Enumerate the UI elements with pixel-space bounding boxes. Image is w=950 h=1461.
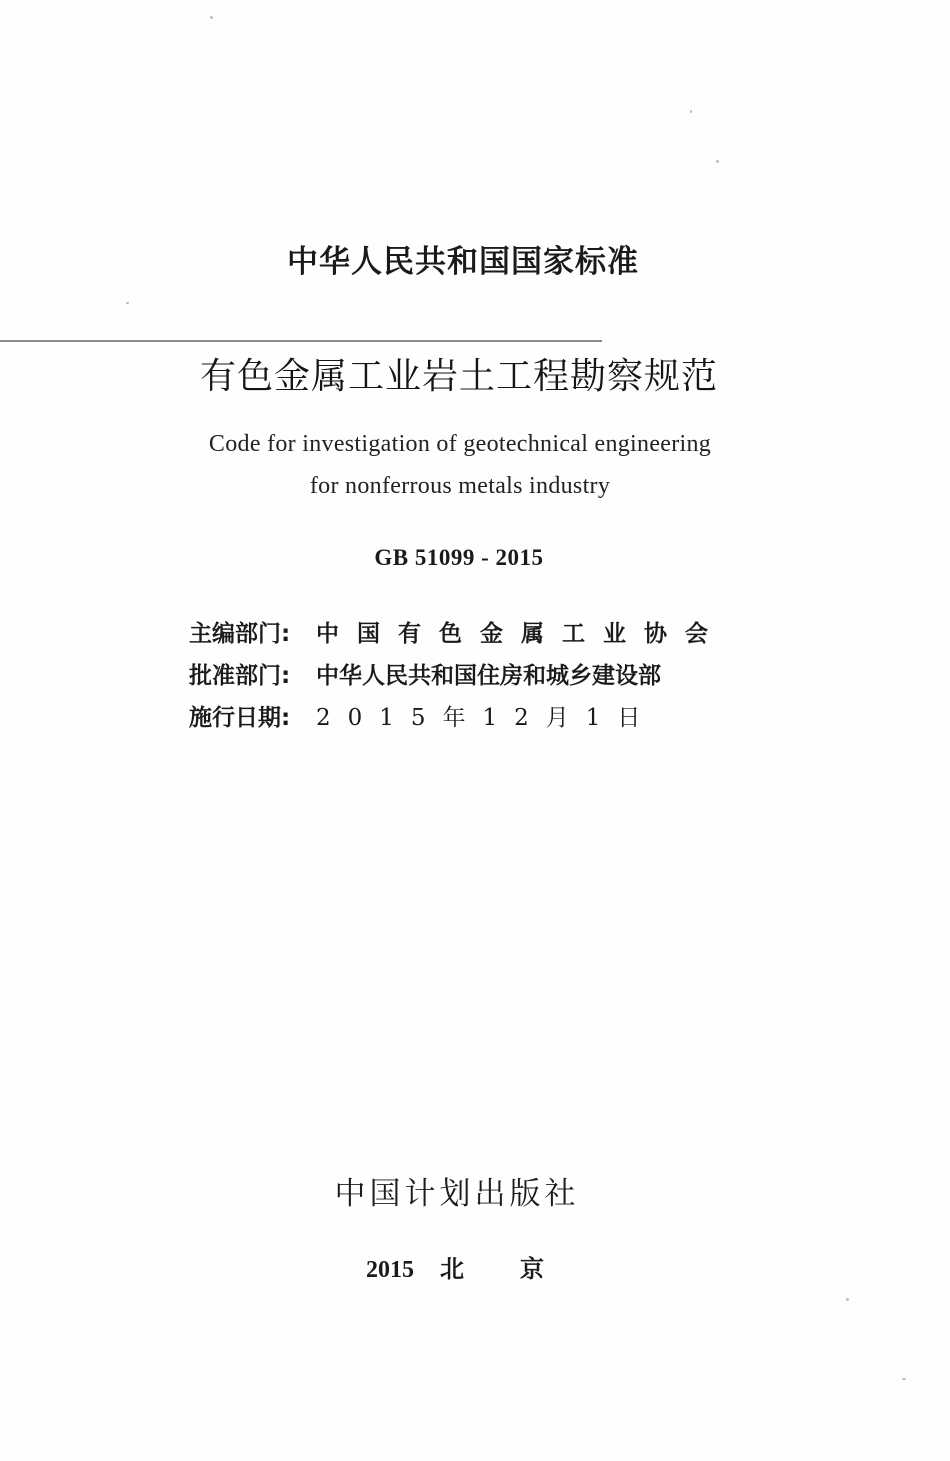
approver-department-row <box>189 657 749 690</box>
approver-department-value: 中华人民共和国住房和城乡建设部 <box>316 663 661 689</box>
effective-date-value: 2015年12月1日 <box>316 705 658 731</box>
scan-speck <box>846 1298 849 1301</box>
approver-department-label: 批准部门: <box>189 663 291 689</box>
publication-city-part2: 京 <box>520 1257 544 1283</box>
publication-year: 2015 <box>366 1257 414 1283</box>
standard-number: GB 51099 - 2015 <box>374 545 544 570</box>
effective-date-label: 施行日期: <box>189 705 291 731</box>
scan-speck <box>126 302 129 304</box>
editor-department-row <box>189 615 749 648</box>
scan-speck <box>210 16 213 19</box>
standard-title-chinese: 有色金属工业岩土工程勘察规范 <box>199 356 718 397</box>
effective-date-row <box>189 699 749 732</box>
national-standard-heading: 中华人民共和国国家标准 <box>287 244 639 280</box>
standard-title-english-line1: Code for investigation of geotechnical engineering <box>208 431 712 457</box>
publication-city-part1: 北 <box>440 1257 464 1283</box>
scan-speck <box>716 160 719 163</box>
editor-department-label: 主编部门: <box>189 621 291 647</box>
scan-speck <box>690 110 692 113</box>
divider-line <box>0 340 602 342</box>
publication-place-year <box>0 1249 930 1284</box>
scan-speck <box>902 1378 906 1380</box>
editor-department-value: 中国有色金属工业协会 <box>316 621 726 647</box>
standard-title-english-line2: for nonferrous metals industry <box>309 473 611 499</box>
publisher-name: 中国计划出版社 <box>334 1176 580 1212</box>
